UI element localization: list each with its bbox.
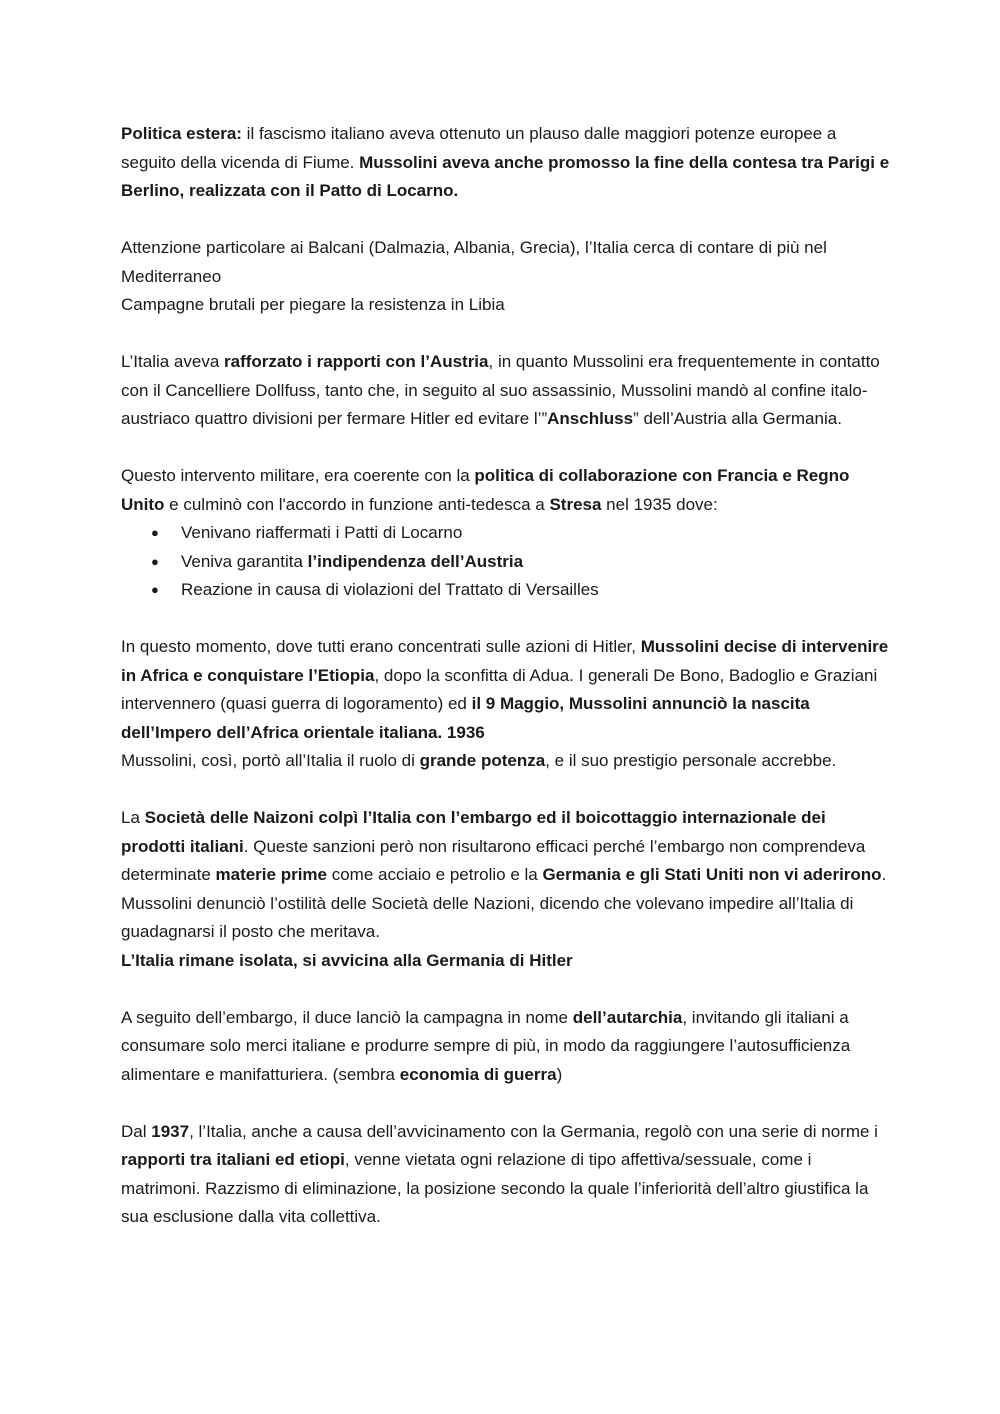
- paragraph-austria: L’Italia aveva rafforzato i rapporti con l’Austria, in quanto Mussolini era frequentemente in contatto con il Cancelliere Dollfuss, tanto che, in seguito al suo assassinio, Mussolini mandò al confine italo-austriaco quattro divisioni per fermare Hitler ed evitare l’”Anschluss” dell’Austria alla Germania.: [121, 352, 880, 428]
- list-item: ● Reazione in causa di violazioni del Trattato di Versailles: [121, 576, 891, 605]
- bullet-icon: ●: [151, 553, 159, 569]
- document-page: [121, 120, 891, 1260]
- paragraph-politica-estera: Politica estera: il fascismo italiano aveva ottenuto un plauso dalle maggiori potenze europee a seguito della vicenda di Fiume. Mussolini aveva anche promosso la fine della contesa tra Parigi e Berlino, realizzata con il Patto di Locarno.: [121, 124, 890, 200]
- bullet-icon: ●: [151, 525, 159, 540]
- heading-politica-estera: Politica estera:: [121, 124, 242, 143]
- bullet-icon: ●: [151, 582, 159, 597]
- paragraph-etiopia: In questo momento, dove tutti erano concentrati sulle azioni di Hitler, Mussolini decise di intervenire in Africa e conquistare l’Etiopia, dopo la sconfitta di Adua. I generali De Bono, Badoglio e Graziani intervennero (quasi guerra di logoramento) ed il 9 Maggio, Mussolini annunciò la nascita dell’Impero dell’Africa orientale italiana. 1936 Mussolini, così, portò all’Italia il ruolo di grande potenza, e il suo prestigio personale accrebbe.: [121, 637, 889, 770]
- paragraph-balcani: Attenzione particolare ai Balcani (Dalmazia, Albania, Grecia), l’Italia cerca di contare di più nel Mediterraneo Campagne brutali per piegare la resistenza in Libia: [121, 238, 827, 314]
- paragraph-razzismo: Dal 1937, l’Italia, anche a causa dell’avvicinamento con la Germania, regolò con una serie di norme i rapporti tra italiani ed etiopi, venne vietata ogni relazione di tipo affettiva/sessuale, come i matrimoni. Razzismo di eliminazione, la posizione secondo la quale l’inferiorità dell’altro giustifica la sua esclusione dalla vita collettiva.: [121, 1121, 878, 1226]
- paragraph-autarchia: A seguito dell’embargo, il duce lanciò la campagna in nome dell’autarchia, invitando gli italiani a consumare solo merci italiane e produrre sempre di più, in modo da raggiungere l’autosufficienza alimentare e manifatturiera. (sembra economia di guerra): [121, 1007, 851, 1084]
- stresa-bullet-list: [121, 519, 891, 605]
- paragraph-sanzioni: La Società delle Naizoni colpì l’Italia con l’embargo ed il boicottaggio internazionale dei prodotti italiani. Queste sanzioni però non risultarono efficaci perché l’embargo non comprendeva determinate materie prime come acciaio e petrolio e la Germania e gli Stati Uniti non vi aderirono. Mussolini denunciò l’ostilità delle Società delle Nazioni, dicendo che volevano impedire all’Italia di guadagnarsi il posto che meritava. L’Italia rimane isolata, si avvicina alla Germania di Hitler: [121, 808, 887, 970]
- paragraph-stresa: Questo intervento militare, era coerente con la politica di collaborazione con Francia e Regno Unito e culminò con l'accordo in funzione anti-tedesca a Stresa nel 1935 dove:: [121, 466, 850, 514]
- list-item: ● Veniva garantita l’indipendenza dell’Austria: [121, 548, 891, 577]
- list-item: ● Venivano riaffermati i Patti di Locarno: [121, 519, 891, 548]
